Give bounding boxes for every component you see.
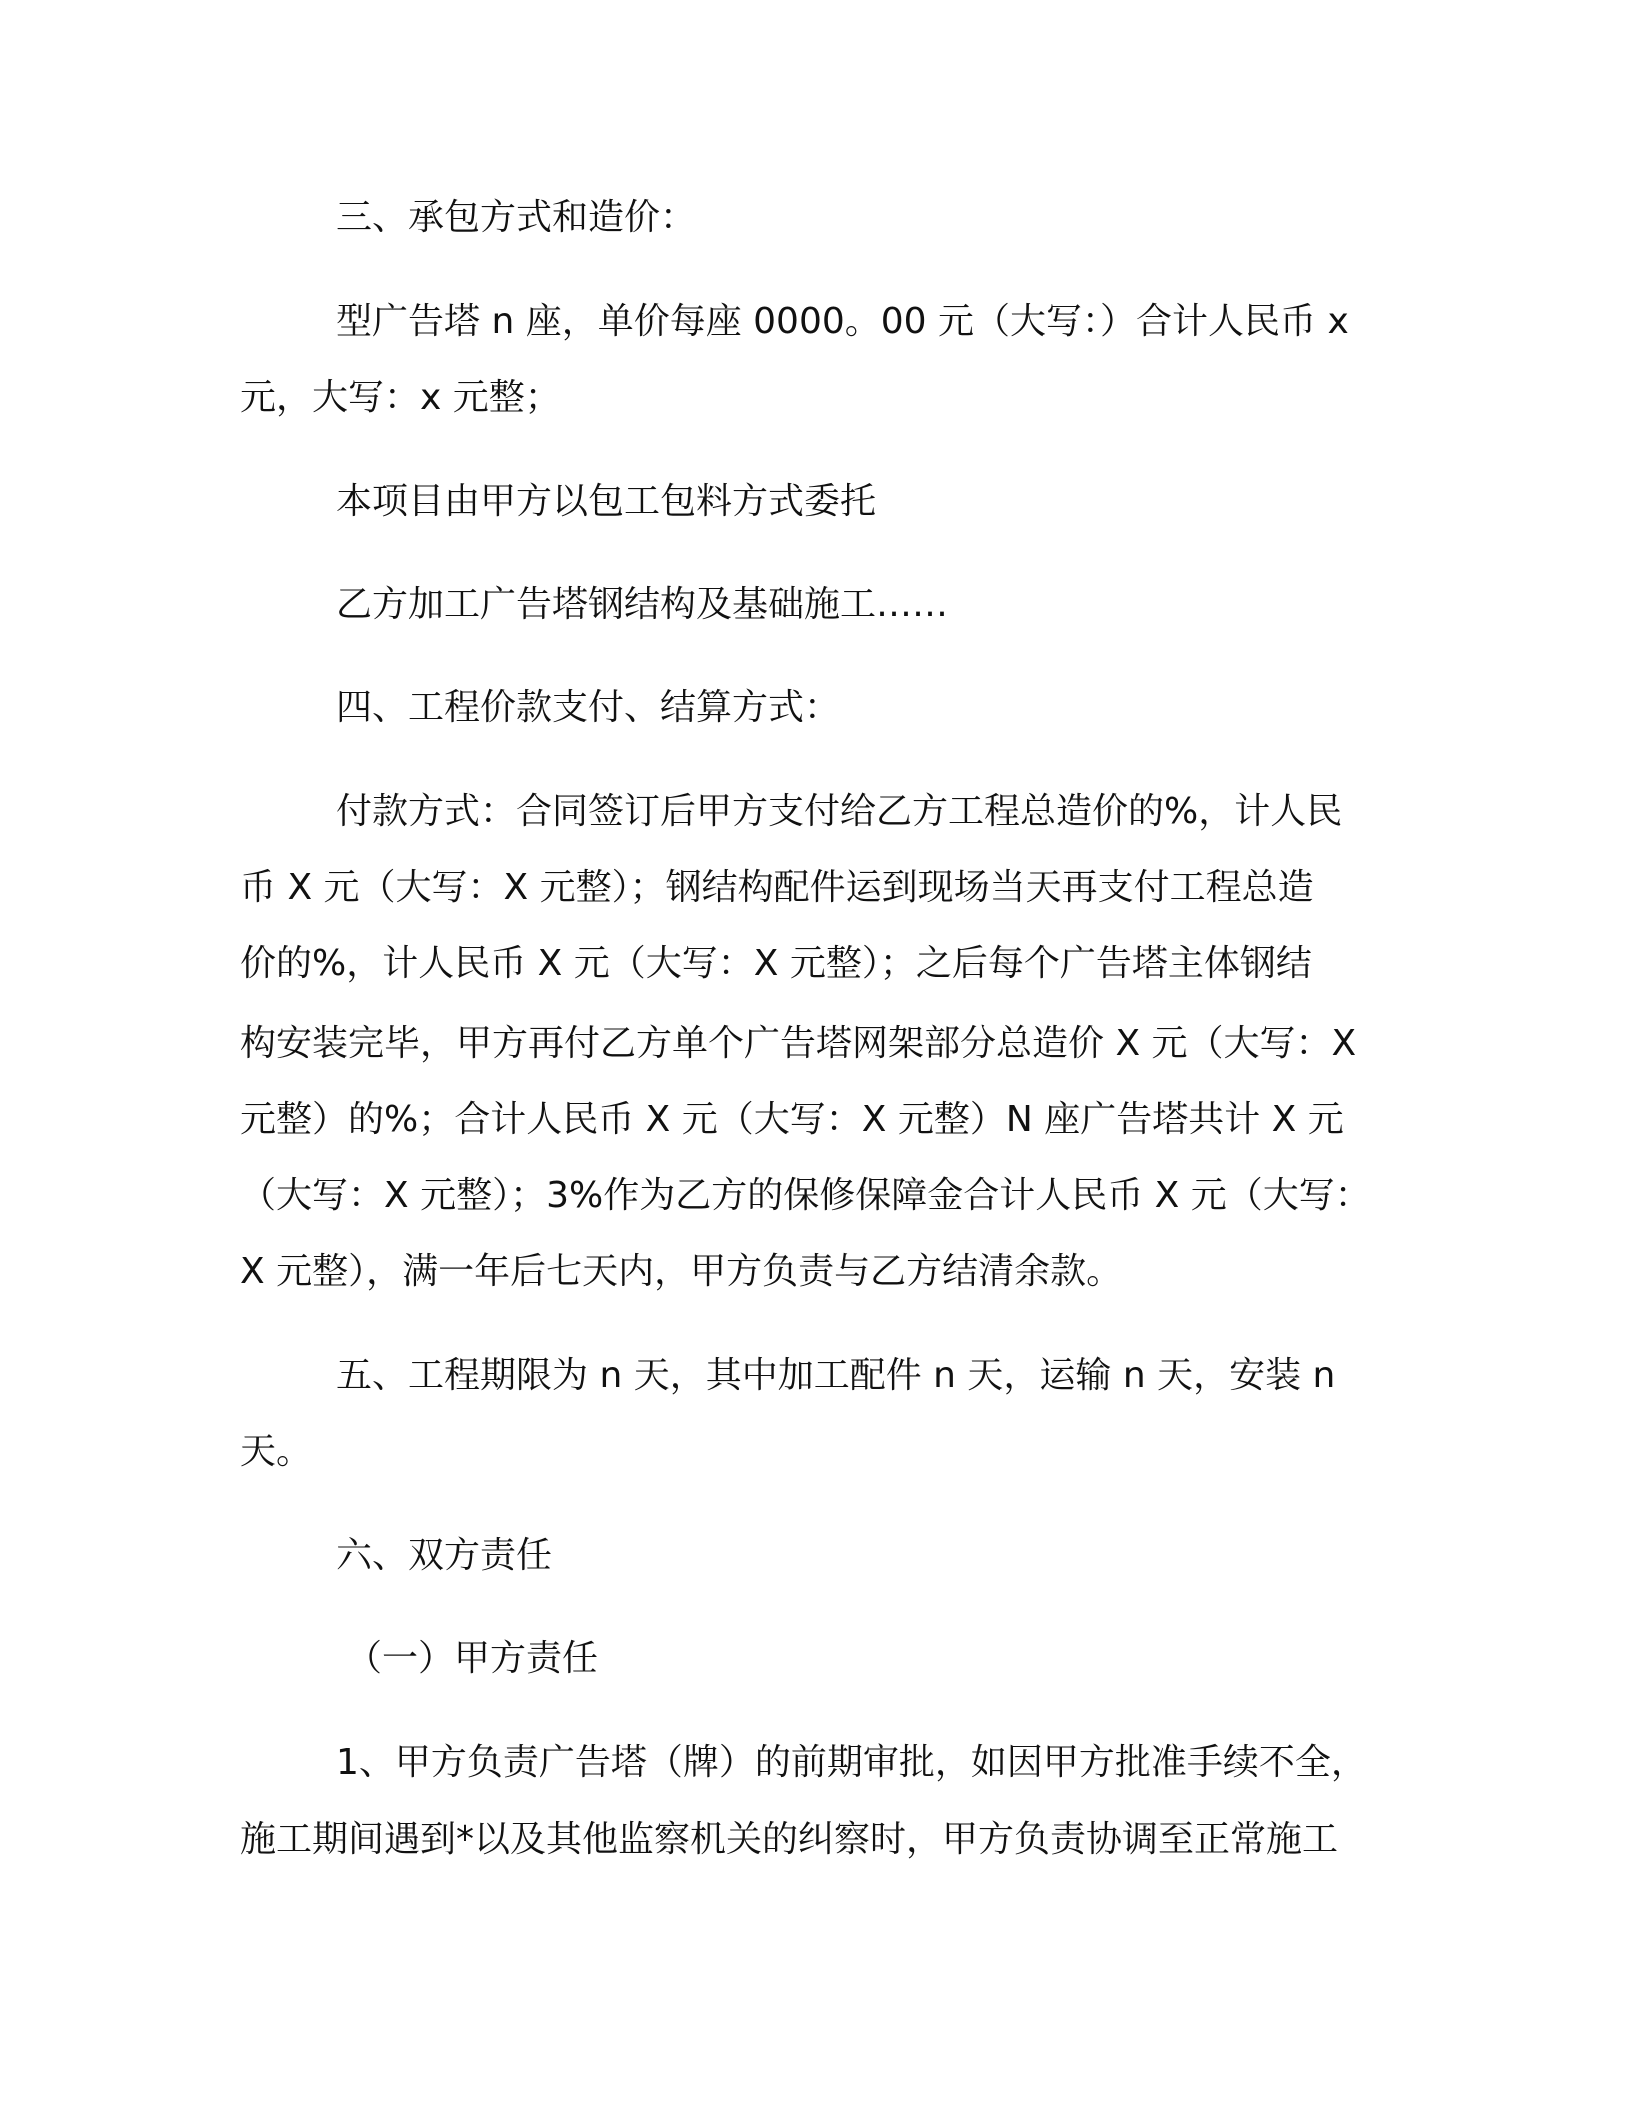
- paragraph-line: 价的%，计人民币 X 元（大写：X 元整）；之后每个广告塔主体钢结: [240, 943, 1312, 984]
- paragraph-line: X 元整），满一年后七天内，甲方负责与乙方结清余款。: [240, 1251, 1123, 1292]
- section-heading-6: 六、双方责任: [336, 1535, 553, 1576]
- section-heading-4: 四、工程价款支付、结算方式：: [336, 687, 841, 728]
- paragraph-line: 元，大写：x 元整；: [240, 377, 561, 418]
- paragraph-line: （大写：X 元整）；3%作为乙方的保修保障金合计人民币 X 元（大写：: [240, 1175, 1371, 1216]
- paragraph-line: 1、甲方负责广告塔（牌）的前期审批，如因甲方批准手续不全，: [336, 1742, 1367, 1783]
- section-heading-5: 五、工程期限为 n 天，其中加工配件 n 天，运输 n 天，安装 n: [336, 1355, 1336, 1396]
- paragraph-line: 本项目由甲方以包工包料方式委托: [336, 481, 877, 522]
- paragraph-line: 乙方加工广告塔钢结构及基础施工……: [336, 584, 949, 625]
- paragraph-line: 币 X 元（大写：X 元整）；钢结构配件运到现场当天再支付工程总造: [240, 867, 1314, 908]
- paragraph-line: 施工期间遇到*以及其他监察机关的纠察时，甲方负责协调至正常施工: [240, 1819, 1339, 1860]
- paragraph-line: 元整）的%；合计人民币 X 元（大写：X 元整）N 座广告塔共计 X 元: [240, 1099, 1344, 1140]
- paragraph-line: 型广告塔 n 座，单价每座 0000。00 元（大写：）合计人民币 x: [336, 301, 1349, 342]
- section-heading-3: 三、承包方式和造价：: [336, 197, 697, 238]
- subsection-heading: （一）甲方责任: [346, 1638, 599, 1679]
- paragraph-line: 付款方式：合同签订后甲方支付给乙方工程总造价的%，计人民: [336, 791, 1343, 832]
- paragraph-line: 构安装完毕，甲方再付乙方单个广告塔网架部分总造价 X 元（大写：X: [240, 1023, 1357, 1064]
- paragraph-line: 天。: [240, 1431, 313, 1472]
